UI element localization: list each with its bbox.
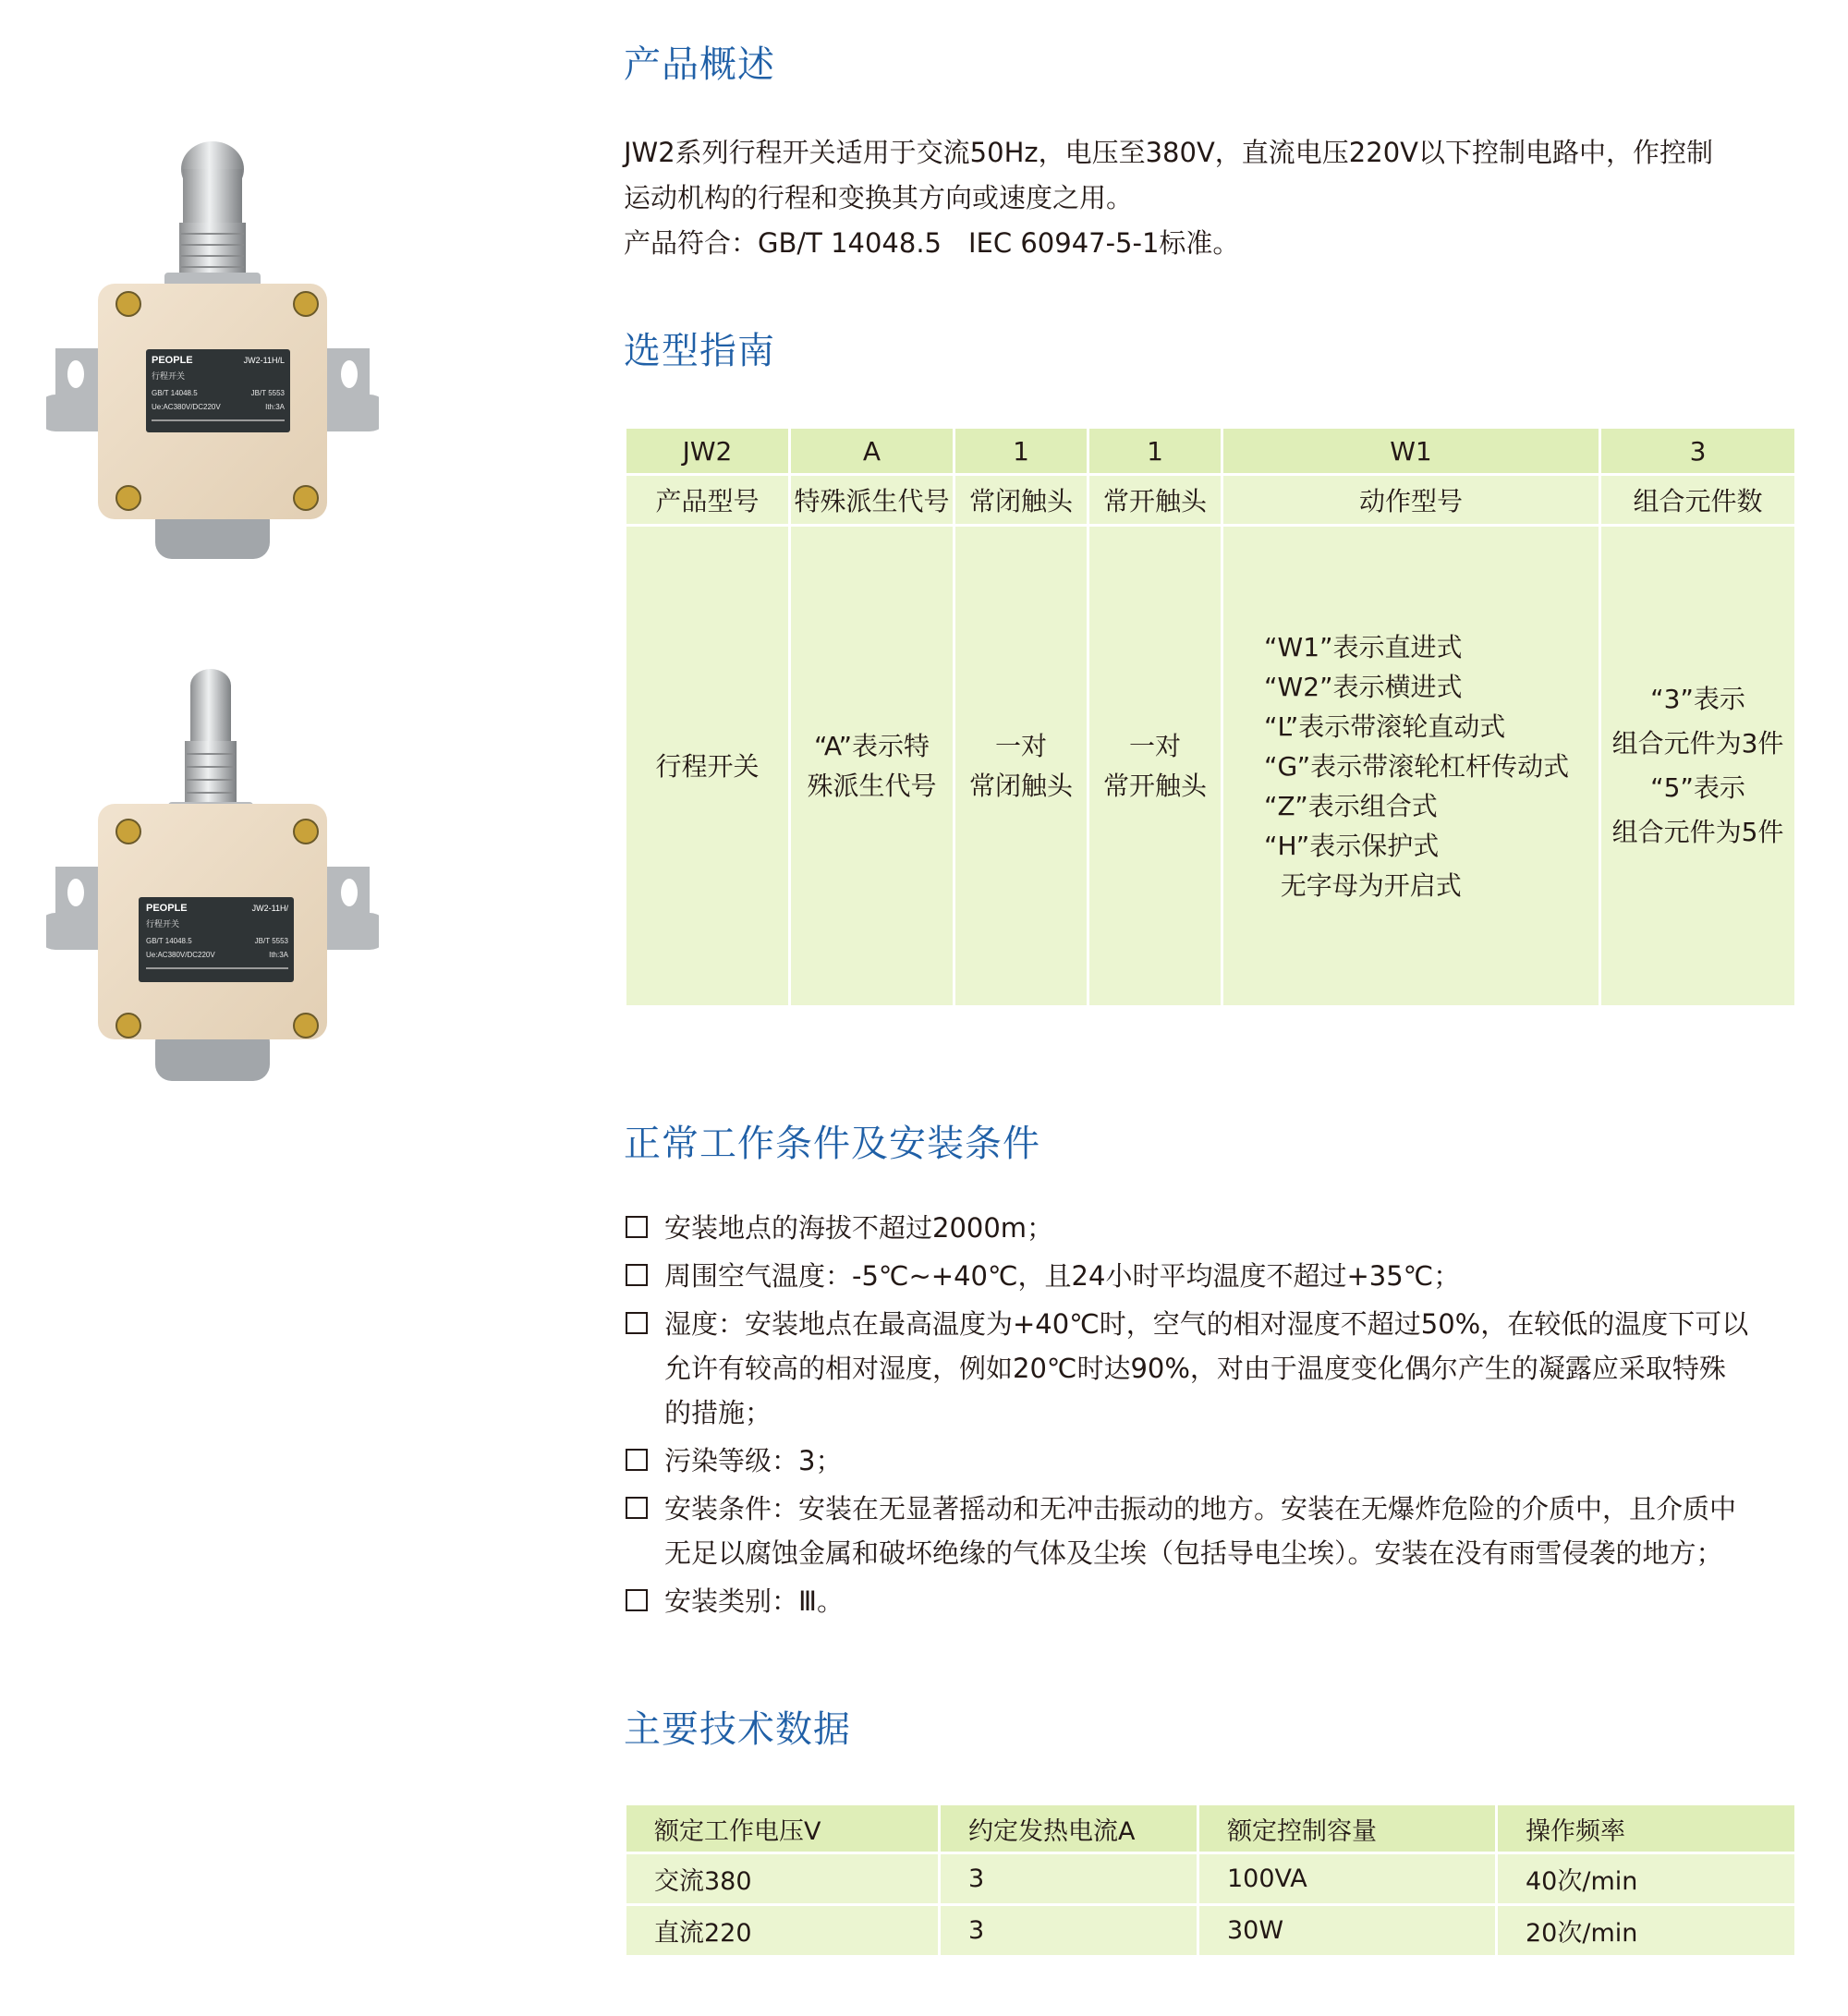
table-cell: “A”表示特 殊派生代号	[790, 526, 954, 1007]
overview-line: JW2系列行程开关适用于交流50Hz，电压至380V，直流电压220V以下控制电路中，作控制	[624, 137, 1713, 168]
table-row	[626, 1905, 1796, 1957]
table-header-cell: 约定发热电流A	[940, 1804, 1198, 1853]
table-cell: 特殊派生代号	[790, 475, 954, 526]
checkbox-square-icon	[626, 1589, 648, 1611]
table-cell: 3	[1600, 428, 1796, 475]
nameplate-standard: JB/T 5553	[250, 389, 285, 397]
table-cell: W1	[1222, 428, 1600, 475]
list-item	[624, 1487, 1825, 1575]
tech-data-table	[624, 1803, 1797, 1958]
table-header-cell: 额定控制容量	[1198, 1804, 1497, 1853]
tech-data-title: 主要技术数据	[624, 1708, 851, 1751]
table-header-cell: 额定工作电压V	[626, 1804, 940, 1853]
table-cell: 常开触头	[1088, 475, 1222, 526]
nameplate-model: JW2-11H/	[251, 904, 288, 913]
table-cell: 直流220	[626, 1905, 940, 1957]
guide-label-row	[626, 475, 1796, 526]
table-cell: 30W	[1198, 1905, 1497, 1957]
table-cell: 3	[940, 1905, 1198, 1957]
list-item	[624, 1206, 1825, 1250]
product-image-1	[46, 134, 379, 577]
table-header-cell: 操作频率	[1497, 1804, 1796, 1853]
overview-title: 产品概述	[624, 43, 775, 86]
condition-text: 湿度：安装地点在最高温度为+40℃时，空气的相对湿度不超过50%，在较低的温度下可以 允许有较高的相对湿度，例如20℃时达90%，对由于温度变化偶尔产生的凝露应采取特殊 的措施；	[664, 1308, 1749, 1428]
table-cell: 1	[954, 428, 1088, 475]
table-cell: 20次/min	[1497, 1905, 1796, 1957]
table-cell: 动作型号	[1222, 475, 1600, 526]
nameplate-standard: GB/T 14048.5	[146, 937, 192, 945]
table-cell: “3”表示 组合元件为3件 “5”表示 组合元件为5件	[1600, 526, 1796, 1007]
table-cell: 组合元件数	[1600, 475, 1796, 526]
guide-code-row	[626, 428, 1796, 475]
selection-guide-table	[624, 426, 1797, 1008]
table-cell: 1	[1088, 428, 1222, 475]
nameplate-standard: JB/T 5553	[254, 937, 288, 945]
overview-line: 产品符合：GB/T 14048.5 IEC 60947-5-1标准。	[624, 227, 1240, 259]
overview-line: 运动机构的行程和变换其方向或速度之用。	[624, 182, 1134, 213]
table-row	[626, 1853, 1796, 1905]
table-cell: 行程开关	[626, 526, 790, 1007]
guide-description-row	[626, 526, 1796, 1007]
list-item	[624, 1439, 1825, 1483]
nameplate-standard: GB/T 14048.5	[152, 389, 198, 397]
checkbox-square-icon	[626, 1264, 648, 1286]
list-item	[624, 1254, 1825, 1298]
nameplate-name: 行程开关	[152, 372, 186, 382]
checkbox-square-icon	[626, 1312, 648, 1334]
nameplate-rating: Ue:AC380V/DC220V	[152, 403, 221, 411]
selection-guide-title: 选型指南	[624, 330, 775, 372]
table-cell: 一对 常开触头	[1088, 526, 1222, 1007]
table-cell: 产品型号	[626, 475, 790, 526]
nameplate-rating: Ue:AC380V/DC220V	[146, 951, 215, 959]
checkbox-square-icon	[626, 1497, 648, 1519]
list-item	[624, 1302, 1825, 1435]
nameplate-model: JW2-11H/L	[243, 356, 285, 365]
condition-text: 污染等级：3；	[664, 1445, 843, 1476]
table-header-row	[626, 1804, 1796, 1853]
condition-text: 安装地点的海拔不超过2000m；	[664, 1212, 1054, 1244]
nameplate-brand: PEOPLE	[146, 903, 188, 914]
condition-text: 安装类别：Ⅲ。	[664, 1585, 844, 1617]
nameplate-rating: Ith:3A	[269, 951, 288, 959]
product-image-2	[46, 665, 379, 1099]
list-item	[624, 1579, 1825, 1623]
nameplate-brand: PEOPLE	[152, 355, 193, 366]
checkbox-square-icon	[626, 1449, 648, 1471]
overview-paragraph	[624, 130, 1713, 266]
conditions-title: 正常工作条件及安装条件	[624, 1123, 1040, 1165]
table-cell: 40次/min	[1497, 1853, 1796, 1905]
table-cell: 3	[940, 1853, 1198, 1905]
condition-text: 安装条件：安装在无显著摇动和无冲击振动的地方。安装在无爆炸危险的介质中，且介质中 无足以腐蚀金属和破坏绝缘的气体及尘埃（包括导电尘埃）。安装在没有雨雪侵袭的地方；	[664, 1493, 1737, 1569]
table-cell: JW2	[626, 428, 790, 475]
nameplate-name: 行程开关	[146, 920, 180, 929]
table-cell: 一对 常闭触头	[954, 526, 1088, 1007]
table-cell: A	[790, 428, 954, 475]
conditions-list	[624, 1206, 1825, 1623]
table-cell: “W1”表示直进式 “W2”表示横进式 “L”表示带滚轮直动式 “G”表示带滚轮杠杆传动式 “Z”表示组合式 “H”表示保护式 无字母为开启式	[1222, 526, 1600, 1007]
table-cell: 常闭触头	[954, 475, 1088, 526]
table-cell: 交流380	[626, 1853, 940, 1905]
nameplate-rating: Ith:3A	[265, 403, 285, 411]
checkbox-square-icon	[626, 1216, 648, 1238]
table-cell: 100VA	[1198, 1853, 1497, 1905]
condition-text: 周围空气温度：-5℃~+40℃，且24小时平均温度不超过+35℃；	[664, 1260, 1461, 1292]
